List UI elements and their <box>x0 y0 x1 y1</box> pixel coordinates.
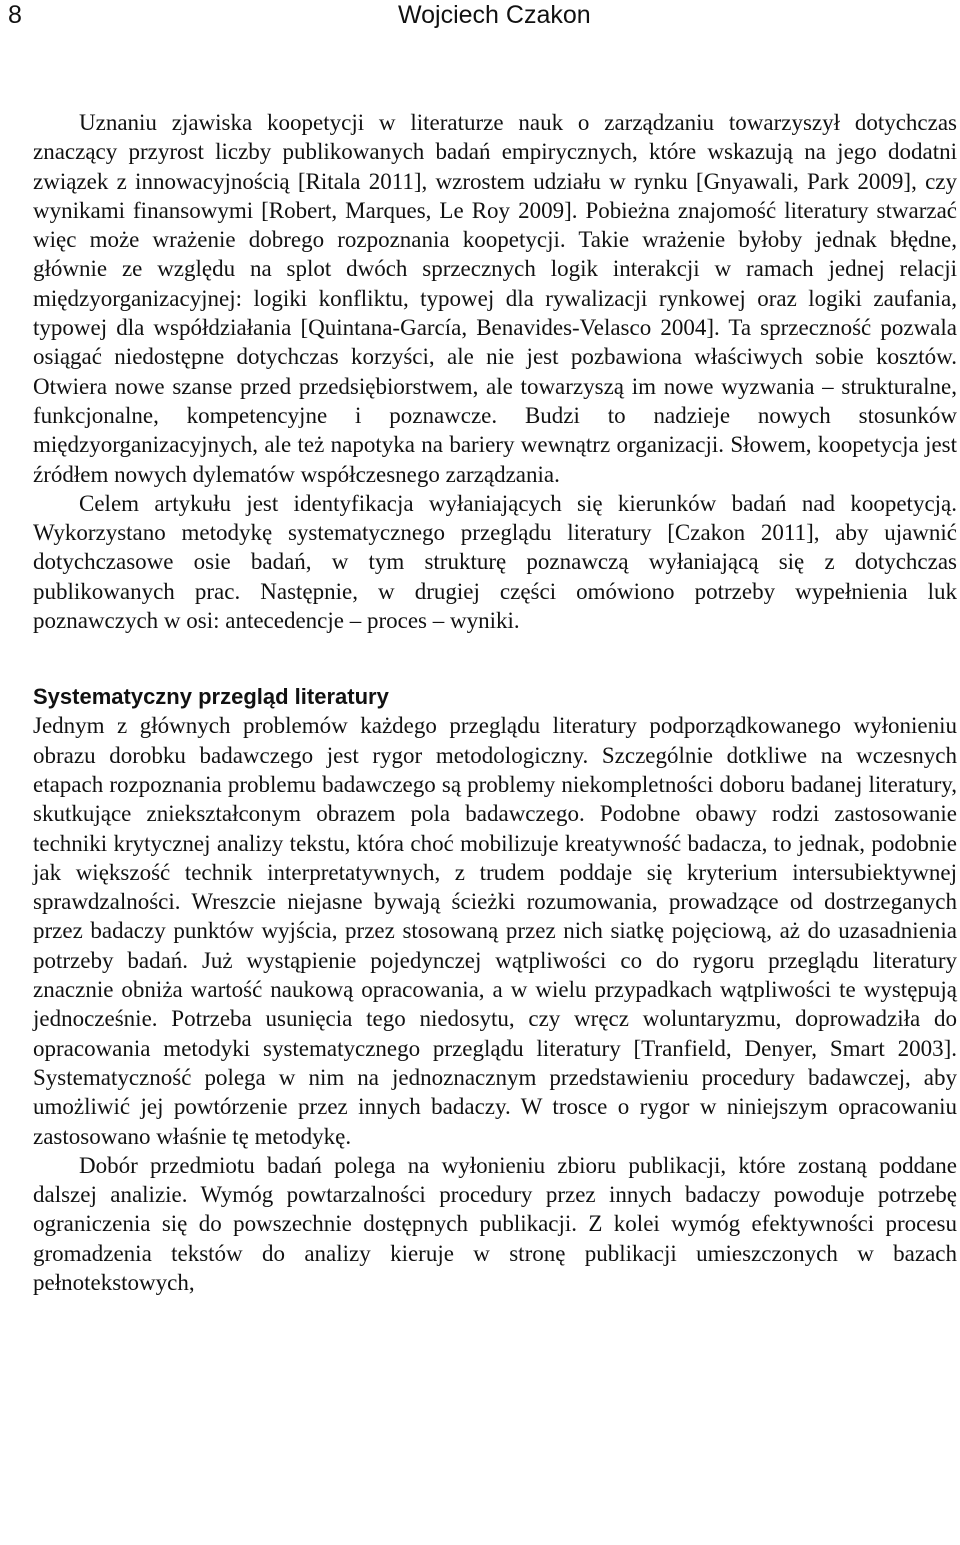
section-heading: Systematyczny przegląd literatury <box>33 684 389 710</box>
running-header <box>0 0 960 34</box>
page-number: 8 <box>8 1 22 29</box>
article-body <box>33 108 957 1297</box>
running-head-author: Wojciech Czakon <box>398 1 591 29</box>
intro-paragraph-2: Celem artykułu jest identyfikacja wyłaniających się kierunków badań nad koopetycją. Wykorzystano metodykę systematycznego przeglądu literatury [Czakon 2011], aby ujawnić dotychczasowe osie badań, w tym strukturę poznawczą wyłaniającą się z dotychczas publikowanych prac. Następnie, w drugiej części omówiono potrzeby wypełnienia luk poznawczych w osi: antecedencje – proces – wyniki. <box>33 490 957 634</box>
section-paragraph-2: Dobór przedmiotu badań polega na wyłonieniu zbioru publikacji, które zostaną poddane dalszej analizie. Wymóg powtarzalności procedury przez innych badaczy powoduje potrzebę ograniczenia się do powszechnie dostępnych publikacji. Z kolei wymóg efektywności procesu gromadzenia tekstów do analizy kieruje w stronę publikacji umieszczonych w bazach pełnotekstowych, <box>33 1152 957 1295</box>
section-paragraph-1: Jednym z głównych problemów każdego przeglądu literatury podporządkowanego wyłonieniu obrazu dorobku badawczego jest rygor metodologiczny. Szczególnie dotkliwe na wczesnych etapach rozpoznania problemu badawczego są problemy niekompletności doboru badanej literatury, skutkujące zniekształconym obrazem pola badawczego. Podobne obawy rodzi zastosowanie techniki krytycznej analizy tekstu, która choć mobilizuje kreatywność badacza, to jednak, podobnie jak większość technik interpretatywnych, z trudem poddaje się kryterium intersubiektywnej sprawdzalności. Wreszcie niejasne bywają ścieżki rozumowania, prowadzące od dostrzeganych przez badaczy punktów wyjścia, przez stosowaną przez nich siatkę pojęciową, aż do uzasadnienia potrzeby badań. Już wystąpienie pojedynczej wątpliwości co do rygoru przeglądu literatury znacznie obniża wartość naukową opracowania, a w wielu przypadkach wątpliwości te występują jednocześnie. Potrzeba usunięcia tego niedosytu, czy wręcz woluntaryzmu, doprowadziła do opracowania metodyki systematycznego przeglądu literatury [Tranfield, Denyer, Smart 2003]. Systematyczność polega w nim na jednoznacznym przedstawieniu procedury badawczej, aby umożliwić jej powtórzenie przez innych badaczy. W trosce o rygor w niniejszym opracowaniu zastosowano właśnie tę metodykę. <box>33 713 957 1149</box>
intro-paragraph-1: Uznaniu zjawiska koopetycji w literaturze nauk o zarządzaniu towarzyszył dotychczas znaczący przyrost liczby publikowanych badań empirycznych, które wskazują na jego dodatni związek z innowacyjnością [Ritala 2011], wzrostem udziału w rynku [Gnyawali, Park 2009], czy wynikami finansowymi [Robert, Marques, Le Roy 2009]. Pobieżna znajomość literatury stwarzać więc może wrażenie dobrego rozpoznania koopetycji. Takie wrażenie byłoby jednak błędne, głównie ze względu na splot dwóch sprzecznych logik interakcji w ramach jednej relacji międzyorganizacyjnej: logiki konfliktu, typowej dla rywalizacji rynkowej oraz logiki zaufania, typowej dla współdziałania [Quintana-García, Benavides-Velasco 2004]. Ta sprzeczność pozwala osiągać niedostępne dotychczas korzyści, ale nie jest pozbawiona właściwych sobie kosztów. Otwiera nowe szanse przed przedsiębiorstwem, ale towarzyszą im nowe wyzwania – strukturalne, funkcjonalne, kompetencyjne i poznawcze. Budzi to nadzieje nowych stosunków międzyorganizacyjnych, ale też napotyka na bariery wewnątrz organizacji. Słowem, koopetycja jest źródłem nowych dylematów współczesnego zarządzania. <box>33 110 957 487</box>
